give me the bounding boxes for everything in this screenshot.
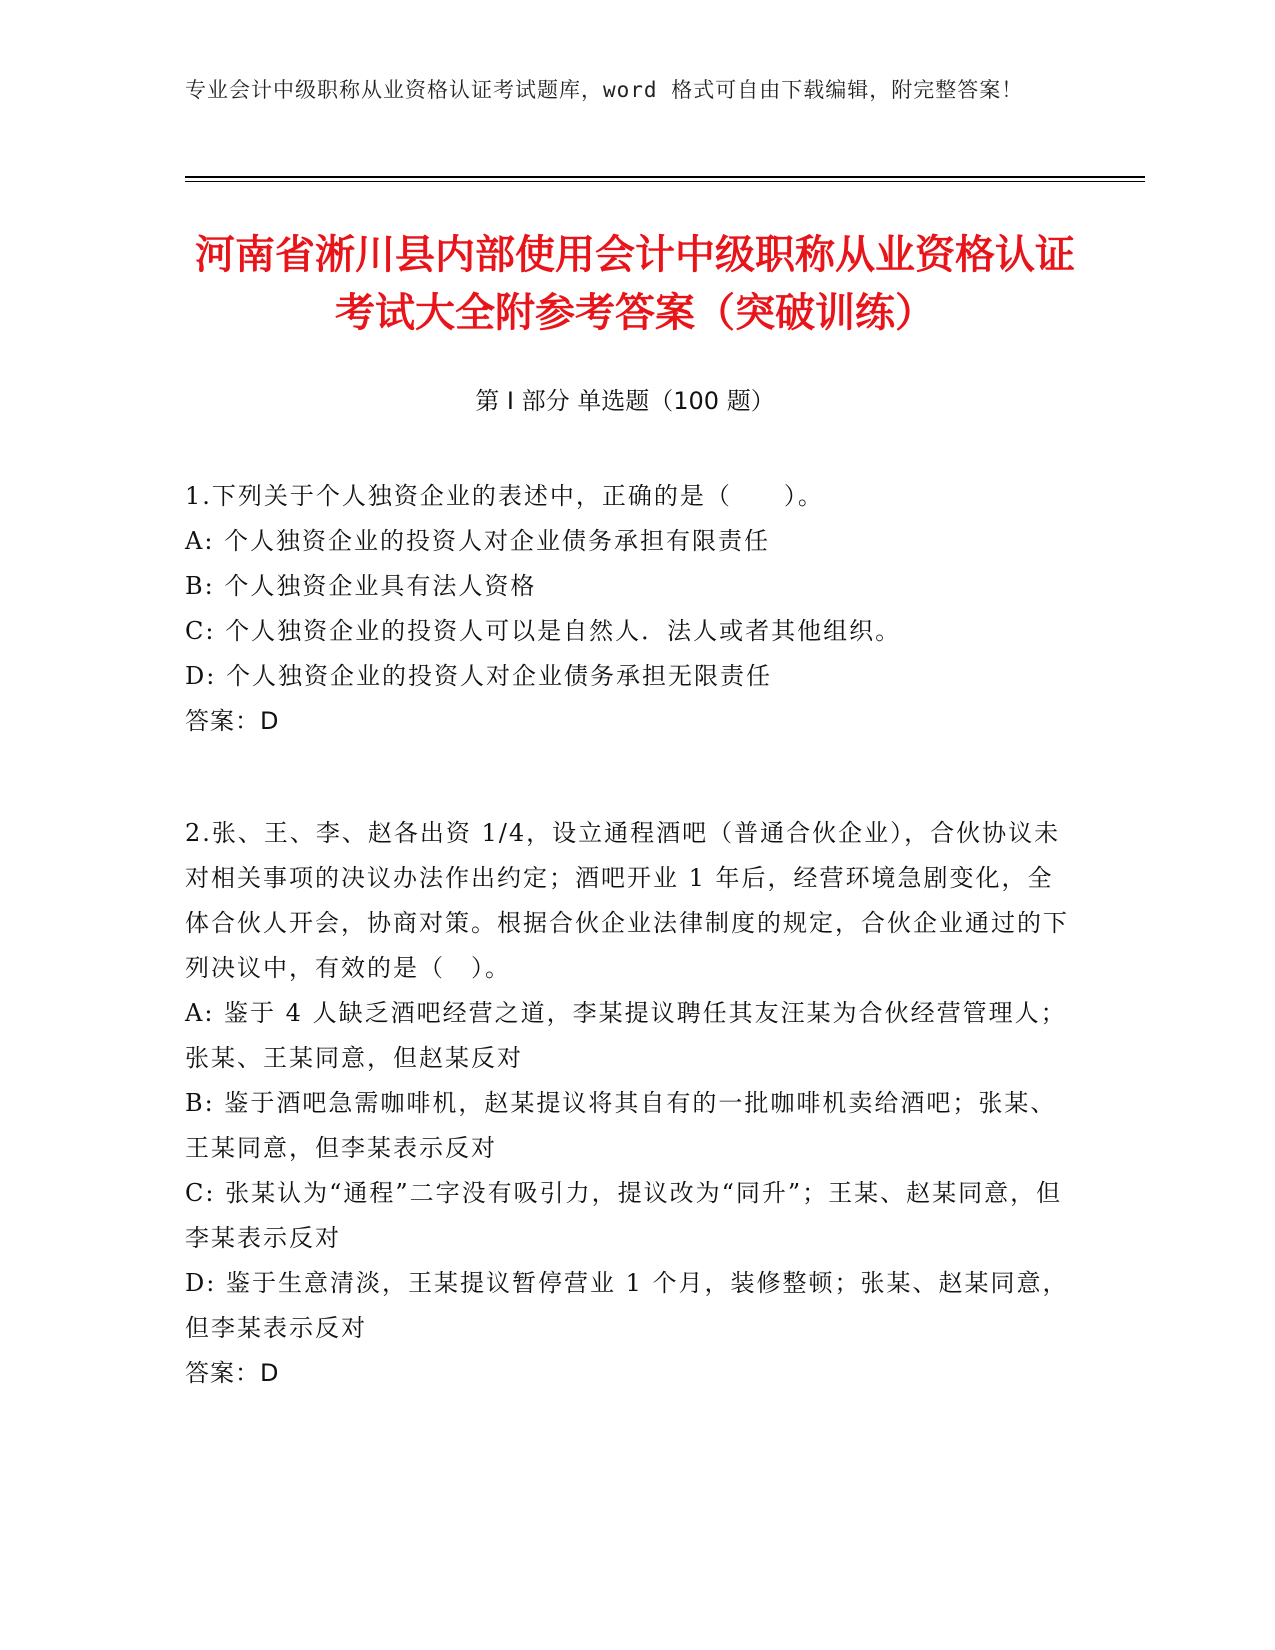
header-rule-thick — [185, 176, 1145, 178]
option-d: D: 鉴于生意清淡，王某提议暂停营业 1 个月，装修整顿；张某、赵某同意，但李某表示反对 — [185, 1269, 1069, 1342]
option-b: B: 鉴于酒吧急需咖啡机，赵某提议将其自有的一批咖啡机卖给酒吧；张某、王某同意，但李某表示反对 — [185, 1089, 1057, 1162]
answer: 答案：D — [185, 707, 280, 735]
option-c: C: 个人独资企业的投资人可以是自然人．法人或者其他组织。 — [185, 617, 902, 645]
option-a: A: 鉴于 4 人缺乏酒吧经营之道，李某提议聘任其友汪某为合伙经营管理人；张某、王某同意，但赵某反对 — [185, 999, 1067, 1072]
question-1 — [185, 474, 1075, 744]
option-a: A: 个人独资企业的投资人对企业债务承担有限责任 — [185, 527, 771, 555]
header-note: 专业会计中级职称从业资格认证考试题库，word 格式可自由下载编辑，附完整答案！ — [185, 78, 1024, 102]
section-heading: 第 I 部分 单选题（100 题） — [475, 387, 775, 415]
header-rule-thin — [185, 181, 1145, 182]
option-b: B: 个人独资企业具有法人资格 — [185, 572, 537, 600]
question-2 — [185, 811, 1075, 1396]
question-stem: 1.下列关于个人独资企业的表述中，正确的是（ ）。 — [185, 482, 824, 510]
question-stem: 2.张、王、李、赵各出资 1/4，设立通程酒吧（普通合伙企业），合伙协议未对相关事项的决议办法作出约定；酒吧开业 1 年后，经营环境急剧变化，全体合伙人开会，协商对策。根据合伙企业法律制度的规定，合伙企业通过的下列决议中，有效的是（ ）。 — [185, 819, 1069, 982]
document-title: 河南省淅川县内部使用会计中级职称从业资格认证考试大全附参考答案（突破训练） — [195, 232, 1075, 336]
option-d: D: 个人独资企业的投资人对企业债务承担无限责任 — [185, 662, 772, 690]
answer: 答案：D — [185, 1359, 280, 1387]
option-c: C: 张某认为“通程”二字没有吸引力，提议改为“同升”；王某、赵某同意，但李某表示反对 — [185, 1179, 1063, 1252]
question-list — [185, 474, 1075, 1396]
